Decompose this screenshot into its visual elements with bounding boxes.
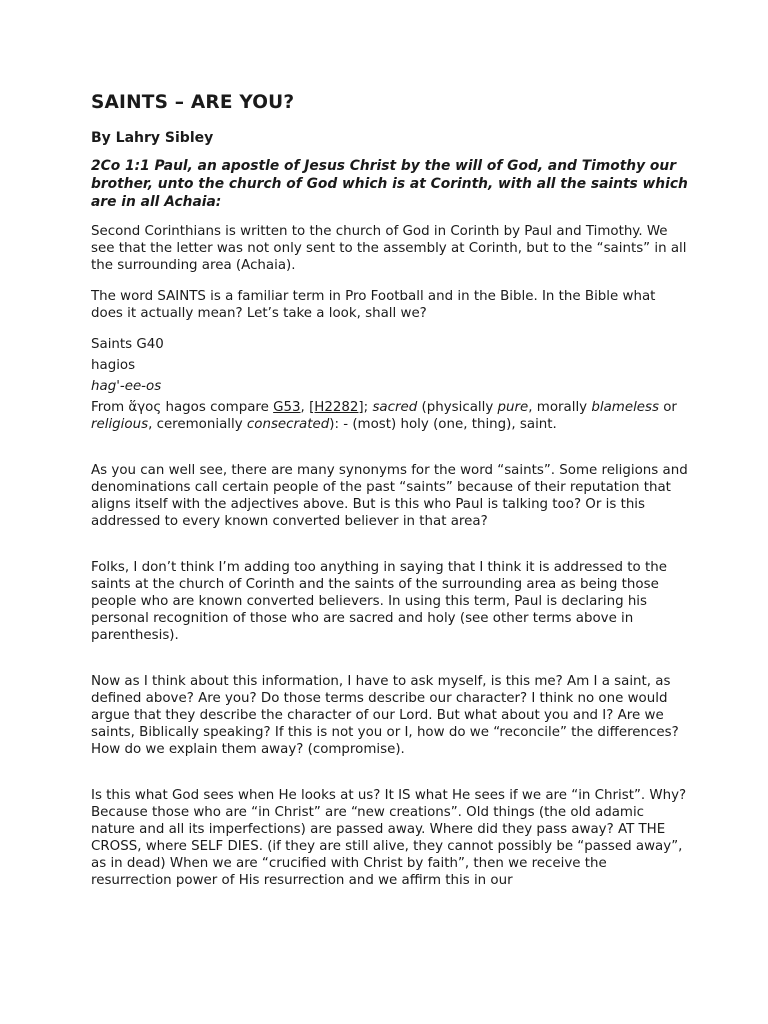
definition-text: , ceremonially [148,417,247,432]
scripture-verse [91,157,691,211]
verse-reference: 2Co 1:1 [91,158,150,174]
definition-consecrated: consecrated [246,417,330,432]
paragraph-intro: Second Corinthians is written to the church of God in Corinth by Paul and Timothy. We see that the letter was not only sent to the assembly at Corinth, but to the “saints” in all the surrounding area (Achaia). [91,224,687,273]
strongs-definition [91,399,691,433]
strongs-pronunciation: hag'-ee-os [91,379,162,394]
definition-text: ): - (most) holy (one, thing), saint. [329,417,557,432]
verse-paul: Paul [154,158,188,174]
paragraph-in-christ: Is this what God sees when He looks at us? It IS what He sees if we are “in Christ”. Why? Because those who are “in Christ” are “new creations”. Old things (the old adamic nature and all its imperfections) are passed away. Where did they pass away? AT THE CROSS, where SELF DIES. (if they are still alive, they cannot possibly be “passed away”, as in dead) When we are “crucified with Christ by faith”, then we receive the resurrection power of His resurrection and we affirm this in our [91,788,687,888]
paragraph-addressed: Folks, I don’t think I’m adding too anything in saying that I think it is addressed to the saints at the church of Corinth and the saints of the surrounding area as being those people who are known converted believers. In using this term, Paul is declaring his personal recognition of those who are sacred and holy (see other terms above in parenthesis). [91,560,667,643]
author-byline: By Lahry Sibley [91,130,214,146]
definition-text: or [658,400,677,415]
definition-religious: religious [91,417,149,432]
strongs-link-g53[interactable]: G53 [273,400,301,415]
paragraph-synonyms: As you can well see, there are many synonyms for the word “saints”. Some religions and denominations call certain people of the past “saints” because of their reputation that aligns itself with the adjectives above. But is this who Paul is talking too? Or is this addressed to every known converted believer in that area? [91,463,688,529]
definition-sep: ; [363,400,373,415]
paragraph-ask-myself: Now as I think about this information, I have to ask myself, is this me? Am I a saint, as defined above? Are you? Do those terms describe our character? I think no one would argue that they describe the character of our Lord. But what about you and I? Are we saints, Biblically speaking? If this is not you or I, how do we “reconcile” the differences? How do we explain them away? (compromise). [91,674,679,757]
definition-text: , morally [528,400,592,415]
definition-from: From ἅγος hagos compare [91,400,274,415]
strongs-word: Saints G40 [91,337,164,352]
strongs-transliteration: hagios [91,358,136,373]
definition-sep: , [300,400,310,415]
definition-text: (physically [417,400,498,415]
definition-sacred: sacred [372,400,418,415]
document-title: SAINTS – ARE YOU? [91,92,295,113]
paragraph-word-saints: The word SAINTS is a familiar term in Pro Football and in the Bible. In the Bible what does it actually mean? Let’s take a look, shall we? [91,289,656,321]
definition-blameless: blameless [591,400,659,415]
strongs-link-h2282[interactable]: [H2282] [309,400,364,415]
verse-text: , an apostle of Jesus Christ by the will of God, and Timothy our brother, unto the church of God which is at Corinth, with all the saints which are in all Achaia: [91,158,688,210]
document-page [91,92,691,903]
definition-pure: pure [497,400,529,415]
